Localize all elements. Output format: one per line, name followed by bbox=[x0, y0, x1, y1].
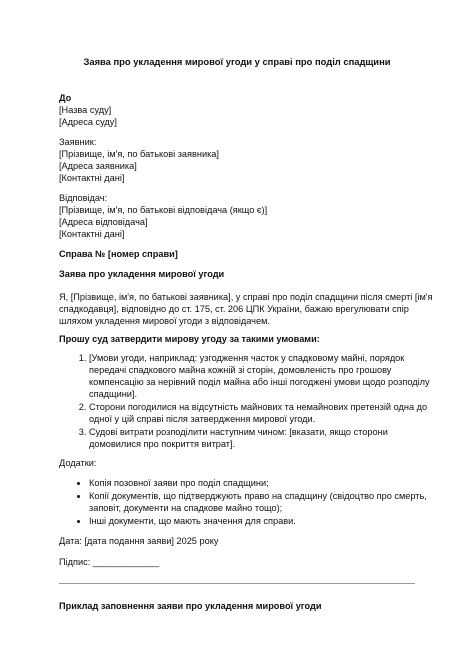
list-item bbox=[89, 352, 430, 400]
term-line: домовилися про покриття витрат]. bbox=[89, 439, 236, 449]
respondent-address: [Адреса відповідача] bbox=[59, 217, 148, 227]
term-line: 2. Сторони погодилися на відсутність майнових та немайнових претензій одна до bbox=[89, 402, 428, 412]
list-item bbox=[89, 426, 419, 450]
attachment-line: заповіт, документи на спадкове майно тощо); bbox=[89, 503, 283, 513]
applicant-block bbox=[59, 136, 419, 184]
applicant-address: [Адреса заявника] bbox=[59, 161, 137, 171]
respondent-label: Відповідач: bbox=[59, 193, 108, 203]
court-address: [Адреса суду] bbox=[59, 117, 117, 127]
court-name: [Назва суду] bbox=[59, 105, 112, 115]
document-title: Заява про укладення мирової угоди у справі про поділ спадщини bbox=[83, 56, 391, 67]
to-label: До bbox=[59, 93, 72, 103]
attachment-line: • Копія позовної заяви про поділ спадщини; bbox=[89, 478, 269, 488]
terms-list bbox=[59, 352, 430, 451]
list-item bbox=[89, 490, 427, 514]
date-line: Дата: [дата подання заяви] 2025 року bbox=[59, 536, 219, 546]
body-paragraph bbox=[59, 291, 433, 327]
section-title: Заява про укладення мирової угоди bbox=[59, 269, 225, 279]
term-line: 1. [Умови угоди, наприклад: узгодження часток у спадковому майні, порядок bbox=[89, 353, 405, 363]
attachments-label: Додатки: bbox=[59, 458, 97, 468]
respondent-name: [Прізвище, ім'я, по батькові відповідача (якщо є)] bbox=[59, 205, 268, 215]
list-item bbox=[89, 477, 419, 489]
signature-line: Підпис: _____________ bbox=[59, 557, 160, 567]
respondent-contacts: [Контактні дані] bbox=[59, 229, 125, 239]
applicant-name: [Прізвище, ім'я, по батькові заявника] bbox=[59, 149, 219, 159]
addressee-block bbox=[59, 92, 419, 128]
body-line: шляхом укладення мирової угоди з відповідачем. bbox=[59, 316, 270, 326]
term-line: компенсацію за нерівний поділ майна або інші погоджені умови щодо розподілу bbox=[89, 377, 430, 387]
term-line: передачі спадкового майна кожній зі сторін, домовленість про грошову bbox=[89, 365, 392, 375]
case-number: Справа № [номер справи] bbox=[59, 249, 178, 259]
respondent-block bbox=[59, 192, 419, 240]
applicant-contacts: [Контактні дані] bbox=[59, 173, 125, 183]
body-line: спадкодавця], відповідно до ст. 175, ст. 206 ЦПК України, бажаю врегулювати спір bbox=[59, 304, 409, 314]
term-line: 3. Судові витрати розподілити наступним чином: [вказати, якщо сторони bbox=[89, 427, 388, 437]
body-line: Я, [Прізвище, ім'я, по батькові заявника], у справі про поділ спадщини після смерті [ім'я bbox=[59, 292, 433, 302]
attachment-line: • Інші документи, що мають значення для справи. bbox=[89, 516, 296, 526]
request-heading: Прошу суд затвердити мирову угоду за такими умовами: bbox=[59, 334, 320, 344]
example-heading: Приклад заповнення заяви про укладення мирової угоди bbox=[59, 601, 322, 611]
term-line: одної у цій справі після затвердження мирової угоди. bbox=[89, 414, 316, 424]
list-item bbox=[89, 401, 428, 425]
term-line: спадщини]. bbox=[89, 389, 138, 399]
list-item bbox=[89, 515, 419, 527]
horizontal-divider bbox=[59, 583, 415, 584]
applicant-label: Заявник: bbox=[59, 137, 97, 147]
attachment-line: • Копії документів, що підтверджують право на спадщину (свідоцтво про смерть, bbox=[89, 491, 427, 501]
attachments-list bbox=[59, 477, 427, 528]
